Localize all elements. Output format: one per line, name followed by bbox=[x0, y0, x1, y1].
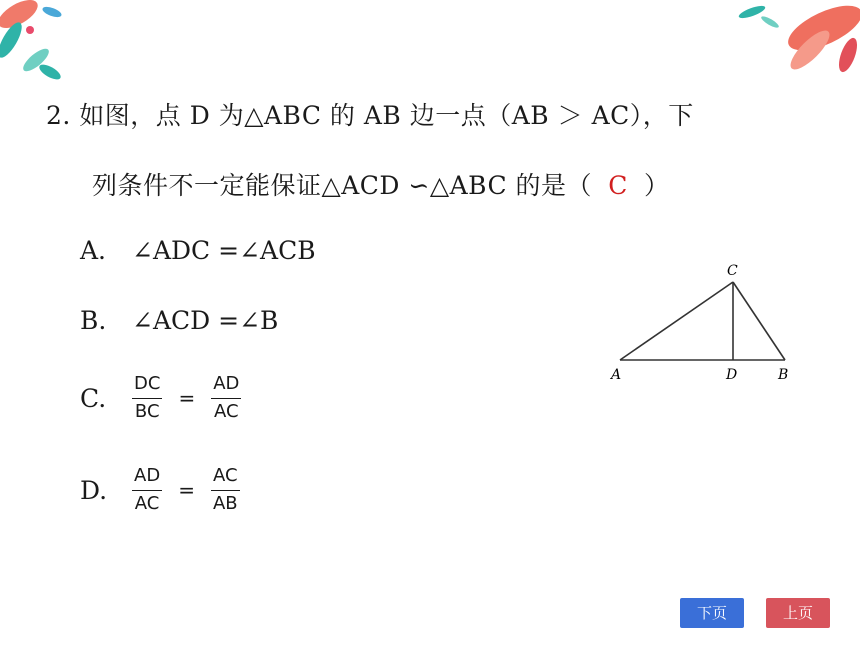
previous-page-button[interactable]: 上页 bbox=[766, 598, 830, 628]
question-line-2-text: 列条件不一定能保证△ACD ∽△ABC 的是（ bbox=[92, 171, 593, 200]
option-c-letter: C. bbox=[80, 383, 107, 413]
equals-sign: = bbox=[178, 386, 196, 411]
question-line-1: 2. 如图，点 D 为△ABC 的 AB 边一点（AB ＞ AC），下 bbox=[46, 101, 694, 130]
option-c-fraction-right bbox=[211, 374, 241, 422]
question-line-2 bbox=[92, 166, 670, 202]
fraction-numerator: DC bbox=[132, 374, 162, 399]
vertex-label-a: A bbox=[611, 367, 622, 383]
fraction-numerator: AD bbox=[211, 374, 241, 399]
segment-cb bbox=[733, 282, 785, 360]
option-b-letter: B. bbox=[80, 306, 107, 335]
fraction-numerator: AC bbox=[211, 466, 240, 491]
option-d-fraction-left bbox=[132, 466, 162, 514]
option-d bbox=[80, 466, 240, 514]
vertex-label-d: D bbox=[726, 367, 738, 383]
option-a bbox=[80, 236, 316, 265]
triangle-figure bbox=[605, 255, 805, 390]
fraction-denominator: AC bbox=[214, 400, 239, 422]
option-d-fraction-right bbox=[211, 466, 240, 514]
fraction-denominator: AB bbox=[212, 492, 238, 514]
option-c-fraction-left bbox=[132, 374, 162, 422]
vertex-label-b: B bbox=[778, 367, 789, 383]
fraction-denominator: AC bbox=[134, 492, 160, 514]
answer-mark: C bbox=[608, 171, 628, 200]
fraction-denominator: BC bbox=[134, 400, 160, 422]
option-b-text: ∠ACD =∠B bbox=[132, 306, 279, 335]
option-d-letter: D. bbox=[80, 475, 108, 505]
next-page-button[interactable]: 下页 bbox=[680, 598, 744, 628]
option-a-letter: A. bbox=[80, 236, 107, 265]
top-right-leaf-decoration bbox=[730, 0, 860, 75]
option-a-text: ∠ADC =∠ACB bbox=[132, 236, 316, 265]
option-b bbox=[80, 306, 278, 335]
question-line-2-close: ） bbox=[644, 171, 670, 200]
vertex-label-c: C bbox=[727, 263, 738, 279]
option-c bbox=[80, 374, 241, 422]
top-left-leaf-decoration bbox=[0, 0, 80, 90]
segment-ac bbox=[620, 282, 733, 360]
fraction-numerator: AD bbox=[132, 466, 162, 491]
equals-sign: = bbox=[178, 478, 195, 503]
